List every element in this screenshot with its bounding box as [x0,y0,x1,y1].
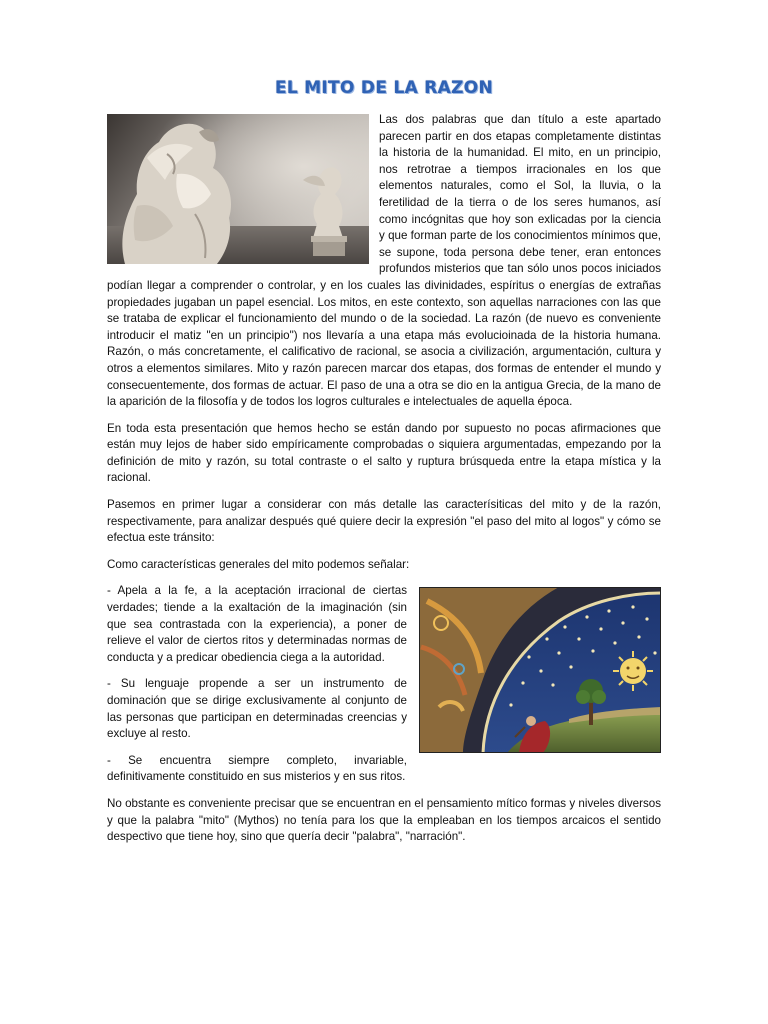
document-body [107,112,661,856]
paragraph-6: - Su lenguaje propende a ser un instrumento de dominación que se dirige exclusivamente al conjunto de las personas que participan en determinadas creencias y excluye al resto. [107,677,407,741]
document-title: EL MITO DE LA RAZON [274,78,494,98]
paragraph-2: En toda esta presentación que hemos hecho se están dando por supuesto no pocas afirmaciones que están muy lejos de haber sido empíricamente comprobadas o siquiera argumentadas, empezando por la definición de mito y razón, su total contraste o el salto y ruptura brúsqueda entre la etapa mística y la racional. [107,421,661,485]
sculpture-photo [107,114,369,264]
paragraph-8: No obstante es conveniente precisar que se encuentran en el pensamiento mítico formas y niveles diversos y que la palabra "mito" (Mythos) no tenía para los que la empleaban en los tiempos arcaicos el sentido despectivo que tiene hoy, sino que quería decir "palabra", "narración". [107,796,661,844]
paragraph-5: - Apela a la fe, a la aceptación irracional de ciertas verdades; tiende a la exaltación de la imaginación (sin que sea contrastada con la experiencia), a poner de relieve el valor de ciertos ritos y determinadas normas de conducta y a predicar obediencia ciega a la autoridad. [107,584,407,664]
paragraph-3: Pasemos en primer lugar a considerar con más detalle las caracterísiticas del mito y de la razón, respectivamente, para analizar después qué quiere decir la expresión "el paso del mito al logos" y cómo se efectua este tránsito: [107,498,661,545]
paragraph-1: Las dos palabras que dan título a este apartado parecen partir en dos etapas completamente distintas la historia de la humanidad. El mito, en un principio, nos retrotrae a tiempos irracionales en los que elementos naturales, como el Sol, la lluvia, o la feretilidad de la tierra o de los seres humanos, así como incógnitas que hoy son exlicadas por la ciencia y que forman parte de los conocimientos mínimos que, se supone, toda persona debe tener, eran entonces profundos misterios que tan sólo unos pocos iniciados podían llegar a comprender o controlar, y en los cuales las divinidades, espíritus o energías de extrañas propiedades jugaban un papel esencial. Los mitos, en este contexto, son aquellas narraciones con las que se trataba de explicar el funcionamiento del mundo o de la sociedad. La razón (de nuevo es conveniente introducir el matiz "en un principio") nos llevaría a una etapa más evolucioinada de la historia humana. Razón, o más concretamente, el calificativo de racional, se asocia a civilización, argumentación, cultura y otros a elementos similares. Mito y razón parecen marcar dos etapas, dos formas de entender el mundo y consecuentemente, dos formas de actuar. El paso de una a otra se dio en la antigua Grecia, de la mano de la aparición de la filosofía y de todos los logros culturales e intelectuales de aquella época. [107,113,661,409]
paragraph-7: - Se encuentra siempre completo, invariable, definitivamente constituido en sus misterios y en sus ritos. [107,753,407,784]
flammarion-engraving [419,587,661,753]
paragraph-4: Como características generales del mito podemos señalar: [107,557,410,571]
